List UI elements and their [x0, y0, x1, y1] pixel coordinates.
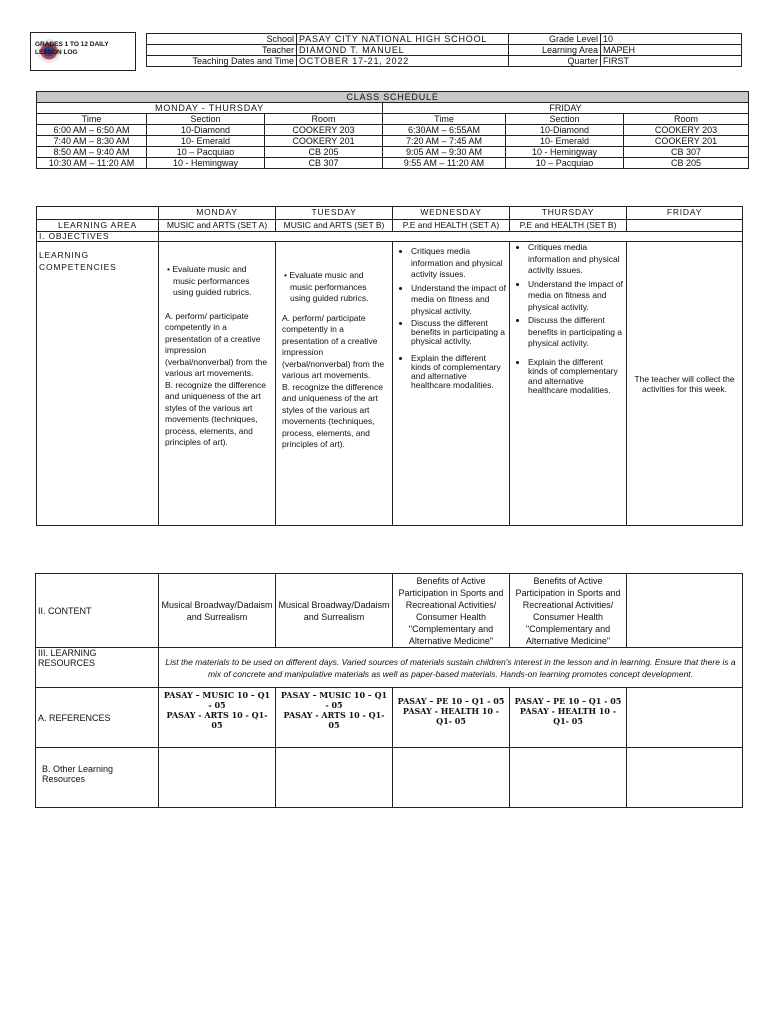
content-friday: [627, 574, 743, 648]
competencies-thursday: [510, 242, 627, 526]
cell: CB 205: [624, 158, 749, 169]
schedule-group-mon-thu: MONDAY - THURSDAY: [37, 103, 383, 114]
day-tuesday: TUESDAY: [276, 207, 393, 220]
cell: 10- Emerald: [506, 136, 624, 147]
music-objective-b: B. recognize the difference and uniqueness of the art styles of the various art movements (techniques, process, elements, and principles of art).: [165, 379, 266, 447]
other-monday: [159, 748, 276, 808]
logo-text: GRADES 1 TO 12 DAILY LESSON LOG: [35, 41, 109, 56]
friday-note: The teacher will collect the activities for this week.: [627, 242, 743, 526]
class-schedule-table: [36, 91, 749, 169]
cell: 10- Emerald: [147, 136, 265, 147]
list-item: • Discuss the different benefits in participating a physical activity.: [528, 315, 624, 350]
content-label: II. CONTENT: [36, 574, 159, 648]
content-wednesday: Benefits of Active Participation in Sports and Recreational Activities/ Consumer Health "Complementary and Alternative Medicine": [393, 574, 510, 648]
list-item: • Understand the impact of media on fitness and physical activity.: [528, 279, 624, 314]
list-item: • Critiques media information and physical activity issues.: [411, 246, 507, 281]
subject-tuesday: MUSIC and ARTS (SET B): [276, 219, 393, 232]
schedule-title: CLASS SCHEDULE: [37, 92, 749, 103]
ref-wednesday: PASAY – PE 10 – Q1 - 05 PASAY - HEALTH 10 - Q1- 05: [393, 688, 510, 748]
cell: COOKERY 201: [624, 136, 749, 147]
objectives-row: [159, 232, 743, 242]
day-monday: MONDAY: [159, 207, 276, 220]
table-row: [37, 125, 749, 136]
table-row: [37, 136, 749, 147]
grade-label: Grade Level: [509, 34, 601, 45]
content-monday: Musical Broadway/Dadaism and Surrealism: [159, 574, 276, 648]
cell: CB 307: [624, 147, 749, 158]
music-objective-a: A. perform/ participate competently in a presentation of a creative impression (verbal/nonverbal) from the various art movements.: [282, 312, 385, 380]
day-wednesday: WEDNESDAY: [393, 207, 510, 220]
music-bullet: • Evaluate music and music performances using guided rubrics.: [284, 270, 369, 303]
school-value: PASAY CITY NATIONAL HIGH SCHOOL: [297, 34, 509, 45]
cell: 7:20 AM – 7:45 AM: [383, 136, 506, 147]
quarter-value: FIRST: [601, 56, 742, 67]
logo-box: [30, 32, 136, 71]
cell: CB 205: [265, 147, 383, 158]
list-item: • Explain the different kinds of complementary and alternative healthcare modalities.: [528, 358, 624, 396]
music-objective-b: B. recognize the difference and uniqueness of the art styles of the various art movements (techniques, process, elements, and principles of art).: [282, 381, 383, 449]
cell: 9:55 AM – 11:20 AM: [383, 158, 506, 169]
list-item: • Critiques media information and physical activity issues.: [528, 242, 624, 277]
objectives-table: [36, 206, 743, 526]
cell: 10 - Hemingway: [147, 158, 265, 169]
col-section: Section: [147, 114, 265, 125]
cell: 10-Diamond: [506, 125, 624, 136]
col-time: Time: [383, 114, 506, 125]
cell: 10 – Pacquiao: [506, 158, 624, 169]
day-thursday: THURSDAY: [510, 207, 627, 220]
references-label: A. REFERENCES: [36, 688, 159, 748]
other-tuesday: [276, 748, 393, 808]
content-table: [35, 573, 743, 808]
table-row: [37, 147, 749, 158]
music-bullet: • Evaluate music and music performances using guided rubrics.: [167, 264, 252, 297]
competencies-label: LEARNING COMPETENCIES: [37, 242, 159, 526]
learning-area-label: LEARNING AREA: [37, 219, 159, 232]
resources-label: III. LEARNING RESOURCES: [36, 648, 159, 688]
dates-label: Teaching Dates and Time: [147, 56, 297, 67]
ref-friday: [627, 688, 743, 748]
competencies-tuesday: [276, 242, 393, 526]
other-wednesday: [393, 748, 510, 808]
table-row: [37, 158, 749, 169]
cell: COOKERY 201: [265, 136, 383, 147]
teacher-label: Teacher: [147, 45, 297, 56]
cell: 10 – Pacquiao: [147, 147, 265, 158]
ref-thursday: PASAY – PE 10 – Q1 - 05 PASAY - HEALTH 10 - Q1- 05: [510, 688, 627, 748]
col-room: Room: [624, 114, 749, 125]
col-section: Section: [506, 114, 624, 125]
list-item: • Explain the different kinds of complementary and alternative healthcare modalities.: [411, 354, 507, 390]
music-objective-a: A. perform/ participate competently in a presentation of a creative impression (verbal/nonverbal) from the various art movements.: [165, 310, 268, 378]
cell: 8:50 AM – 9:40 AM: [37, 147, 147, 158]
cell: 7:40 AM – 8:30 AM: [37, 136, 147, 147]
content-thursday: Benefits of Active Participation in Sports and Recreational Activities/ Consumer Health "Complementary and Alternative Medicine": [510, 574, 627, 648]
grade-value: 10: [601, 34, 742, 45]
list-item: • Understand the impact of media on fitness and physical activity.: [411, 283, 507, 318]
cell: 6:30AM – 6:55AM: [383, 125, 506, 136]
col-time: Time: [37, 114, 147, 125]
area-label: Learning Area: [509, 45, 601, 56]
area-value: MAPEH: [601, 45, 742, 56]
cell: CB 307: [265, 158, 383, 169]
subject-thursday: P.E and HEALTH (SET B): [510, 219, 627, 232]
cell: 10 - Hemingway: [506, 147, 624, 158]
ref-tuesday: PASAY – MUSIC 10 – Q1 - 05 PASAY - ARTS 10 - Q1-05: [276, 688, 393, 748]
cell: COOKERY 203: [265, 125, 383, 136]
cell: 9:05 AM – 9:30 AM: [383, 147, 506, 158]
subject-wednesday: P.E and HEALTH (SET A): [393, 219, 510, 232]
competencies-wednesday: [393, 242, 510, 526]
competencies-monday: [159, 242, 276, 526]
schedule-group-friday: FRIDAY: [383, 103, 749, 114]
col-room: Room: [265, 114, 383, 125]
ref-monday: PASAY – MUSIC 10 – Q1 - 05 PASAY - ARTS 10 - Q1-05: [159, 688, 276, 748]
blank-cell: [37, 207, 159, 220]
dates-value: OCTOBER 17-21, 2022: [297, 56, 509, 67]
header-table: [146, 33, 742, 67]
cell: 10-Diamond: [147, 125, 265, 136]
content-tuesday: Musical Broadway/Dadaism and Surrealism: [276, 574, 393, 648]
cell: 10:30 AM – 11:20 AM: [37, 158, 147, 169]
subject-monday: MUSIC and ARTS (SET A): [159, 219, 276, 232]
cell: 6:00 AM – 6:50 AM: [37, 125, 147, 136]
other-resources-label: B. Other Learning Resources: [36, 748, 159, 808]
quarter-label: Quarter: [509, 56, 601, 67]
teacher-value: DIAMOND T. MANUEL: [297, 45, 509, 56]
resources-note: List the materials to be used on different days. Varied sources of materials sustain children's interest in the lesson and in learning. Ensure that there is a mix of concrete and manipulative materials as well as paper-based materials. Hands-on learning promotes concept development.: [159, 648, 743, 688]
cell: COOKERY 203: [624, 125, 749, 136]
day-friday: FRIDAY: [627, 207, 743, 220]
objectives-label: I. OBJECTIVES: [37, 232, 159, 242]
school-label: School: [147, 34, 297, 45]
other-friday: [627, 748, 743, 808]
list-item: • Discuss the different benefits in participating a physical activity.: [411, 319, 507, 346]
other-thursday: [510, 748, 627, 808]
subject-friday: [627, 219, 743, 232]
